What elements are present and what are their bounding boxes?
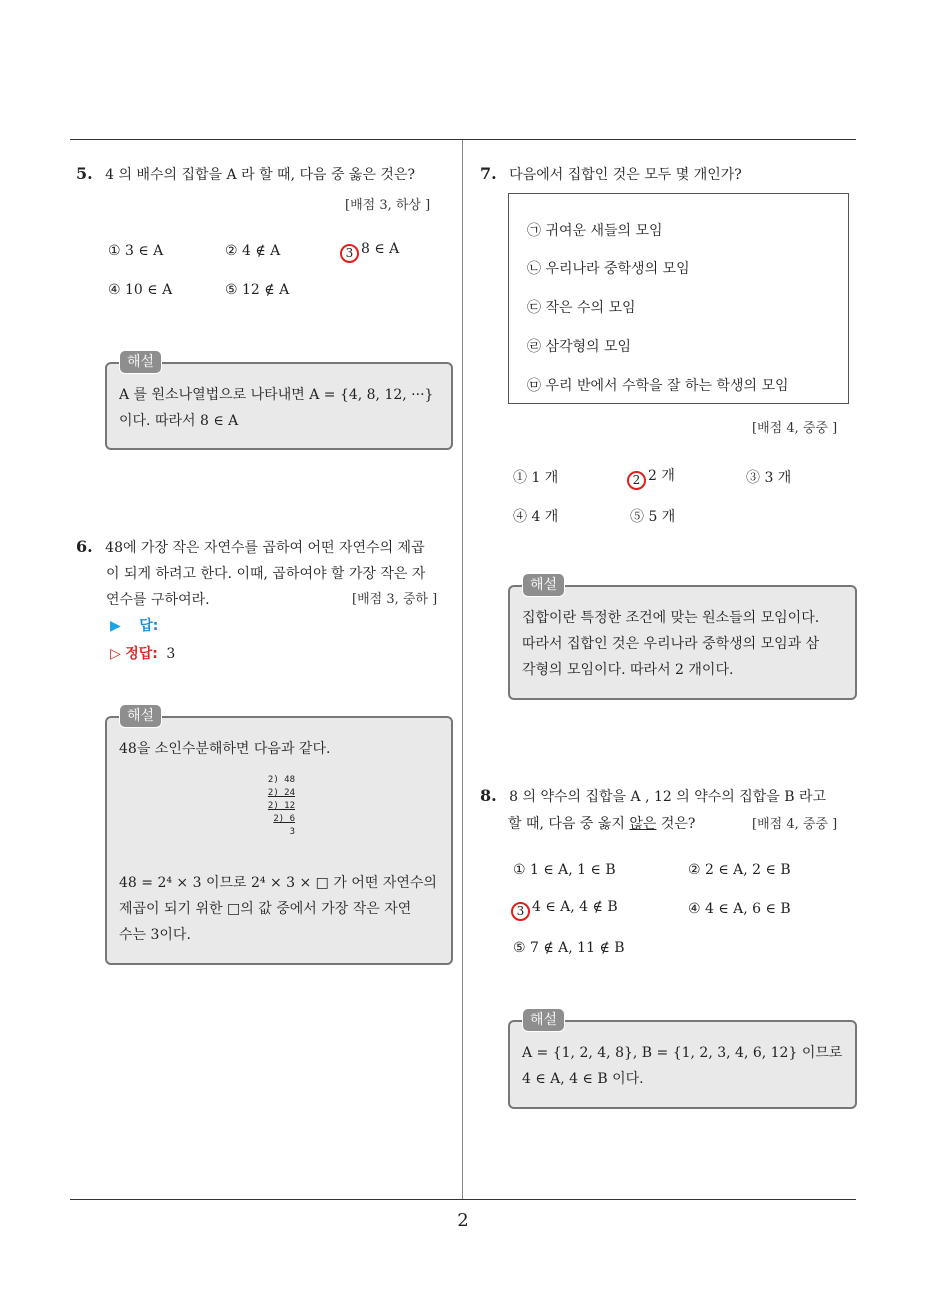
solution-line: 따라서 집합인 것은 우리나라 중학생의 모임과 삼 bbox=[522, 636, 820, 652]
option-2[interactable]: ② 4 ∉ A bbox=[225, 243, 281, 259]
option-text: 4 ∈ A, 4 ∉ B bbox=[532, 899, 618, 915]
answer-label: 답: bbox=[139, 618, 159, 634]
question-text: 것은? bbox=[656, 816, 696, 832]
list-item: ㉠ 귀여운 새들의 모임 bbox=[527, 223, 663, 239]
option-3-selected[interactable] bbox=[511, 899, 618, 921]
list-item: ㉤ 우리 반에서 수학을 잘 하는 학생의 모임 bbox=[527, 378, 789, 394]
option-5[interactable]: ⑤ 5 개 bbox=[630, 509, 676, 525]
score-meta: [배점 3, 하상 ] bbox=[345, 198, 431, 213]
solution-line: 각형의 모임이다. 따라서 2 개이다. bbox=[522, 662, 734, 678]
question-number: 6. bbox=[76, 537, 93, 556]
question-6 bbox=[76, 534, 456, 613]
question-8 bbox=[480, 782, 860, 838]
emphasis-text: 않은 bbox=[629, 816, 657, 832]
solution-line: 이다. 따라서 8 ∈ A bbox=[119, 413, 239, 429]
correct-value: 3 bbox=[166, 646, 176, 662]
question-number: 5. bbox=[76, 164, 93, 183]
question-number: 7. bbox=[480, 164, 497, 183]
question-text: 할 때, 다음 중 옳지 bbox=[508, 816, 630, 832]
option-4[interactable]: ④ 10 ∈ A bbox=[108, 282, 173, 298]
option-5[interactable]: ⑤ 12 ∉ A bbox=[225, 282, 290, 298]
factor-step: 2) 24 bbox=[267, 788, 295, 798]
solution-line: 48을 소인수분해하면 다음과 같다. bbox=[119, 741, 331, 757]
question-7 bbox=[480, 164, 742, 184]
solution-tag: 해설 bbox=[119, 704, 162, 728]
correct-label: 정답: bbox=[125, 646, 158, 662]
question-text: 이 되게 하려고 한다. 이때, 곱하여야 할 가장 작은 자 bbox=[106, 566, 426, 582]
selected-circle-icon: 2 bbox=[627, 471, 646, 490]
solution-tag: 해설 bbox=[522, 573, 565, 597]
score-meta: [배점 4, 중중 ] bbox=[752, 421, 838, 436]
solution-tag: 해설 bbox=[119, 350, 162, 374]
solution-line: 집합이란 특정한 조건에 맞는 원소들의 모임이다. bbox=[522, 610, 820, 626]
correct-answer-row bbox=[110, 643, 175, 663]
option-4[interactable]: ④ 4 개 bbox=[513, 509, 559, 525]
selected-circle-icon: 3 bbox=[511, 902, 530, 921]
question-text: 4 의 배수의 집합을 A 라 할 때, 다음 중 옳은 것은? bbox=[105, 167, 415, 183]
score-meta: [배점 4, 중중 ] bbox=[752, 817, 838, 832]
outline-arrow-icon: ▷ bbox=[110, 646, 121, 662]
solution-line: 48 = 2⁴ × 3 이므로 2⁴ × 3 × □ 가 어떤 자연수의 bbox=[119, 875, 437, 891]
question-text: 48에 가장 작은 자연수를 곱하여 어떤 자연수의 제곱 bbox=[105, 540, 425, 556]
solution-line: 4 ∈ A, 4 ∈ B 이다. bbox=[522, 1071, 644, 1087]
column-divider bbox=[462, 140, 463, 1200]
top-rule bbox=[70, 139, 856, 140]
solution-box bbox=[508, 1012, 857, 1109]
selected-circle-icon: 3 bbox=[340, 244, 359, 263]
list-item: ㉢ 작은 수의 모임 bbox=[527, 300, 636, 316]
option-2[interactable]: ② 2 ∈ A, 2 ∈ B bbox=[688, 862, 791, 878]
question-5 bbox=[76, 164, 456, 184]
list-item: ㉣ 삼각형의 모임 bbox=[527, 339, 632, 355]
question-text: 다음에서 집합인 것은 모두 몇 개인가? bbox=[509, 167, 742, 183]
question-text: 8 의 약수의 집합을 A , 12 의 약수의 집합을 B 라고 bbox=[509, 789, 827, 805]
option-3-selected[interactable] bbox=[340, 241, 399, 263]
option-5[interactable]: ⑤ 7 ∉ A, 11 ∉ B bbox=[513, 940, 625, 956]
solution-line: 제곱이 되기 위한 □의 값 중에서 가장 작은 자연 bbox=[119, 901, 412, 917]
option-2-selected[interactable] bbox=[627, 465, 675, 490]
factor-step: 2) 12 bbox=[267, 801, 295, 811]
solution-line: A = {1, 2, 4, 8}, B = {1, 2, 3, 4, 6, 12} 이므로 bbox=[522, 1045, 843, 1061]
solution-tag: 해설 bbox=[522, 1008, 565, 1032]
option-1[interactable]: ① 3 ∈ A bbox=[108, 243, 164, 259]
question-text: 연수를 구하여라. bbox=[106, 592, 210, 608]
factor-step: 2) 48 bbox=[267, 775, 295, 785]
list-item: ㉡ 우리나라 중학생의 모임 bbox=[527, 261, 690, 277]
factor-step: 3 bbox=[289, 827, 295, 837]
solution-box bbox=[105, 354, 453, 450]
solution-box bbox=[508, 577, 857, 700]
option-3[interactable]: ③ 3 개 bbox=[746, 470, 792, 486]
score-meta: [배점 3, 중하 ] bbox=[352, 592, 438, 607]
answer-row bbox=[110, 615, 158, 635]
solution-line: 수는 3이다. bbox=[119, 927, 191, 943]
play-arrow-icon: ▶ bbox=[110, 618, 121, 634]
option-1[interactable]: ① 1 개 bbox=[513, 470, 559, 486]
solution-line: A 를 원소나열법으로 나타내면 A = {4, 8, 12, ···} bbox=[119, 387, 434, 403]
items-box bbox=[508, 193, 849, 404]
option-text: 8 ∈ A bbox=[361, 241, 400, 257]
page-number: 2 bbox=[457, 1210, 469, 1231]
option-text: 2 개 bbox=[648, 468, 675, 484]
factor-step: 2) 6 bbox=[273, 814, 295, 824]
question-number: 8. bbox=[480, 786, 497, 805]
bottom-rule bbox=[70, 1199, 856, 1200]
option-4[interactable]: ④ 4 ∈ A, 6 ∈ B bbox=[688, 901, 791, 917]
option-1[interactable]: ① 1 ∈ A, 1 ∈ B bbox=[513, 862, 616, 878]
solution-box bbox=[105, 708, 453, 965]
factorization-diagram bbox=[255, 774, 295, 839]
